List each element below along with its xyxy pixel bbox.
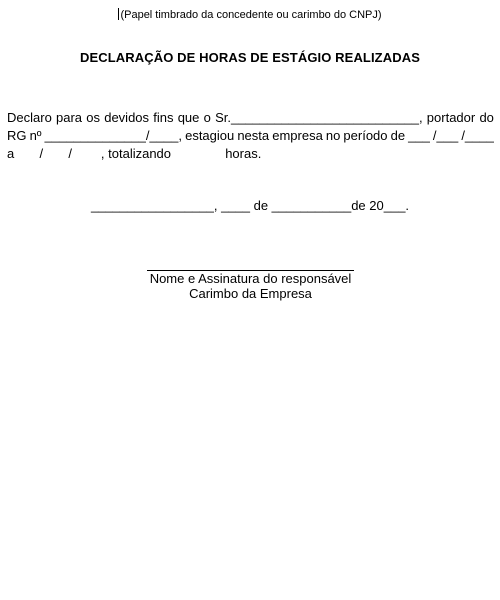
letterhead-note xyxy=(0,8,500,21)
rg-blank[interactable]: ______________/____, xyxy=(44,128,183,143)
word: RG xyxy=(7,128,27,143)
signature-block xyxy=(147,255,354,301)
company-stamp-label: Carimbo da Empresa xyxy=(189,286,312,301)
word: que xyxy=(177,110,200,125)
declaration-paragraph xyxy=(7,109,494,163)
word: no xyxy=(325,128,341,143)
word: período xyxy=(343,128,388,143)
word: nesta xyxy=(237,128,270,143)
start-year-blank[interactable]: /____ xyxy=(461,128,494,143)
word: fins xyxy=(153,110,174,125)
place-and-date-line[interactable]: _________________, ____ de ___________de 20___. xyxy=(90,198,410,213)
word: nº xyxy=(29,128,42,143)
word: o xyxy=(203,110,211,125)
paragraph-line-2 xyxy=(7,127,494,145)
letterhead-text: (Papel timbrado da concedente ou carimbo do CNPJ) xyxy=(120,9,382,21)
end-date-and-hours-text: a / / , totalizando horas. xyxy=(7,146,262,161)
start-day-blank[interactable]: ___ xyxy=(408,128,430,143)
paragraph-line-3 xyxy=(7,145,494,163)
document-title: DECLARAÇÃO DE HORAS DE ESTÁGIO REALIZADAS xyxy=(80,50,420,65)
signature-name-label: Nome e Assinatura do responsável xyxy=(149,271,352,286)
paragraph-line-1 xyxy=(7,109,494,127)
start-month-blank[interactable]: /___ xyxy=(432,128,459,143)
word: para xyxy=(56,110,83,125)
word: do xyxy=(479,110,494,125)
name-blank[interactable]: Sr.__________________________, xyxy=(215,110,423,125)
word: estagiou xyxy=(185,128,235,143)
word: Declaro xyxy=(7,110,52,125)
word: devidos xyxy=(104,110,150,125)
word: os xyxy=(86,110,100,125)
word: empresa xyxy=(272,128,323,143)
word: de xyxy=(390,128,406,143)
word: portador xyxy=(426,110,476,125)
